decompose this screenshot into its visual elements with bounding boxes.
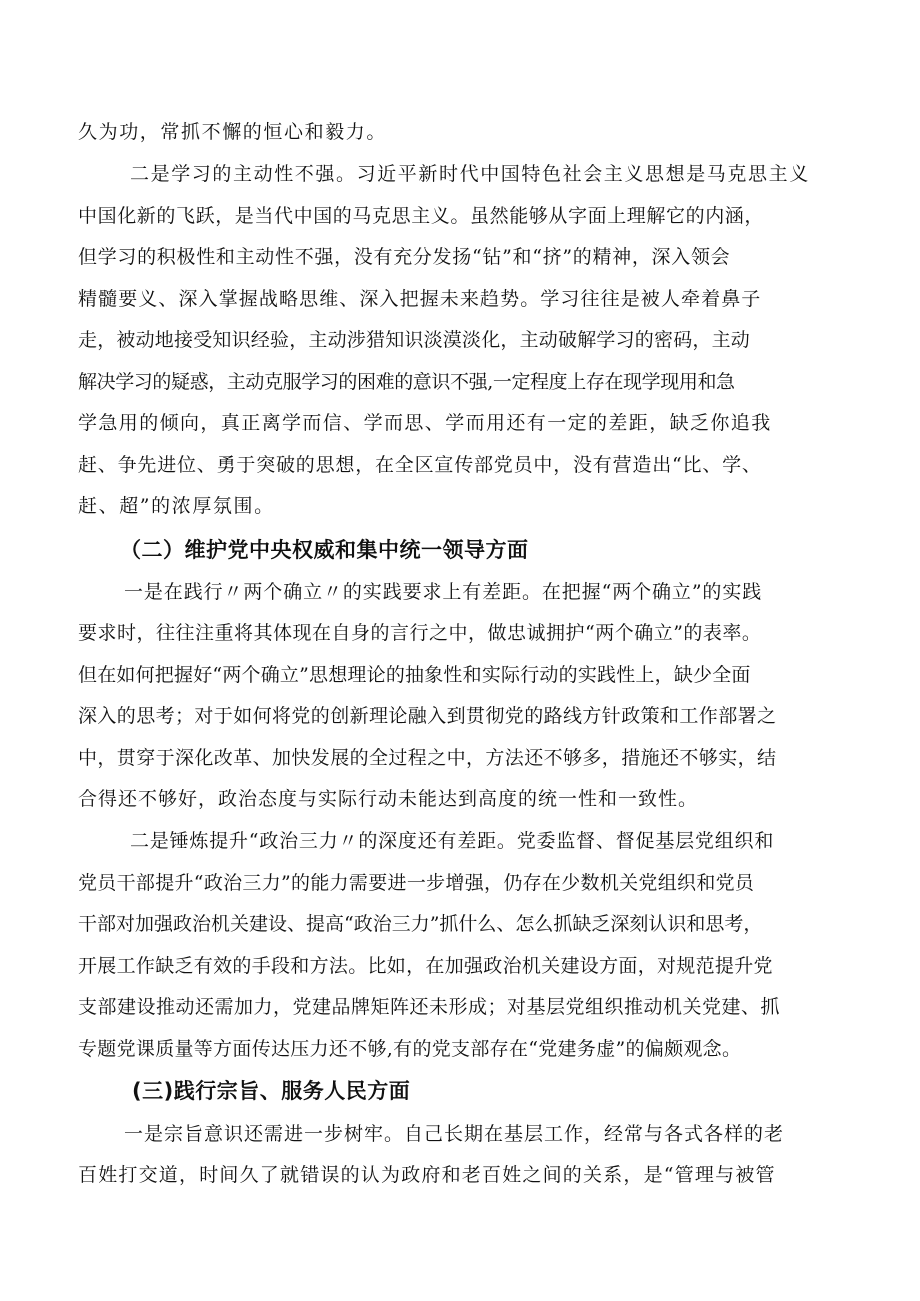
paragraph-3-line-5: 中，贯穿于深化改革、加快发展的全过程之中，方法还不够多，措施还不够实，结 [78,747,777,769]
paragraph-4-line-2: 党员干部提升“政治三力”的能力需要进一步增强，仍存在少数机关党组织和党员 [78,872,755,894]
paragraph-2-line-4: 精髓要义、深入掌握战略思维、深入把握未来趋势。学习往往是被人牵着鼻子 [78,288,762,310]
paragraph-3-line-1: 一是在践行〃两个确立〃的实践要求上有差距。在把握“两个确立”的实践 [124,581,763,603]
paragraph-2-line-5: 走，被动地接受知识经验，主动涉猎知识淡漠淡化，主动破解学习的密码，主动 [78,329,751,351]
paragraph-3-line-2: 要求时，往往注重将其体现在自身的言行之中，做忠诚拥护“两个确立”的表率。 [78,622,762,644]
paragraph-4-line-5: 支部建设推动还需加力，党建品牌矩阵还未形成；对基层党组织推动机关党建、抓 [78,996,781,1018]
paragraph-4-line-6: 专题党课质量等方面传达压力还不够,有的党支部存在“党建务虚”的偏颇观念。 [78,1038,742,1060]
paragraph-4-line-4: 开展工作缺乏有效的手段和方法。比如，在加强政治机关建设方面，对规范提升党 [78,955,773,977]
paragraph-3-line-4: 深入的思考；对于如何将党的创新理论融入到贯彻党的路线方针政策和工作部署之 [78,705,777,727]
paragraph-4-line-3: 干部对加强政治机关建设、提高“政治三力”抓什么、怎么抓缺乏深刻认识和思考， [78,913,763,935]
paragraph-1-line-1: 久为功，常抓不懈的恒心和毅力。 [78,121,388,143]
paragraph-2-line-6: 解决学习的疑惑，主动克服学习的困难的意识不强,一定程度上存在现学现用和急 [78,371,735,393]
section-heading-3: (三)践行宗旨、服务人民方面 [132,1079,411,1103]
paragraph-5-line-2: 百姓打交道，时间久了就错误的认为政府和老百姓之间的关系，是“管理与被管 [78,1164,776,1186]
paragraph-2-line-1: 二是学习的主动性不强。习近平新时代中国特色社会主义思想是马克思主义 [130,163,810,185]
paragraph-2-line-3: 但学习的积极性和主动性不强，没有充分发扬“钻”和“挤”的精神，深入领会 [78,246,731,268]
paragraph-2-line-7: 学急用的倾向，真正离学而信、学而思、学而用还有一定的差距，缺乏你追我 [78,412,772,434]
paragraph-2-line-8: 赶、争先进位、勇于突破的思想，在全区宣传部党员中，没有营造出“比、学、 [78,454,762,476]
paragraph-3-line-3: 但在如何把握好“两个确立”思想理论的抽象性和实际行动的实践性上，缺少全面 [78,664,751,686]
paragraph-4-line-1: 二是锤炼提升“政治三力〃的深度还有差距。党委监督、督促基层党组织和 [130,830,775,852]
section-heading-2: （二）维护党中央权威和集中统一领导方面 [120,538,529,562]
paragraph-3-line-6: 合得还不够好，政治态度与实际行动未能达到高度的统一性和一致性。 [78,788,699,810]
paragraph-2-line-2: 中国化新的飞跃，是当代中国的马克思主义。虽然能够从字面上理解它的内涵， [78,205,765,227]
paragraph-2-line-9: 赶、超”的浓厚氛围。 [78,495,275,517]
paragraph-5-line-1: 一是宗旨意识还需进一步树牢。自己长期在基层工作，经常与各式各样的老 [124,1123,785,1145]
